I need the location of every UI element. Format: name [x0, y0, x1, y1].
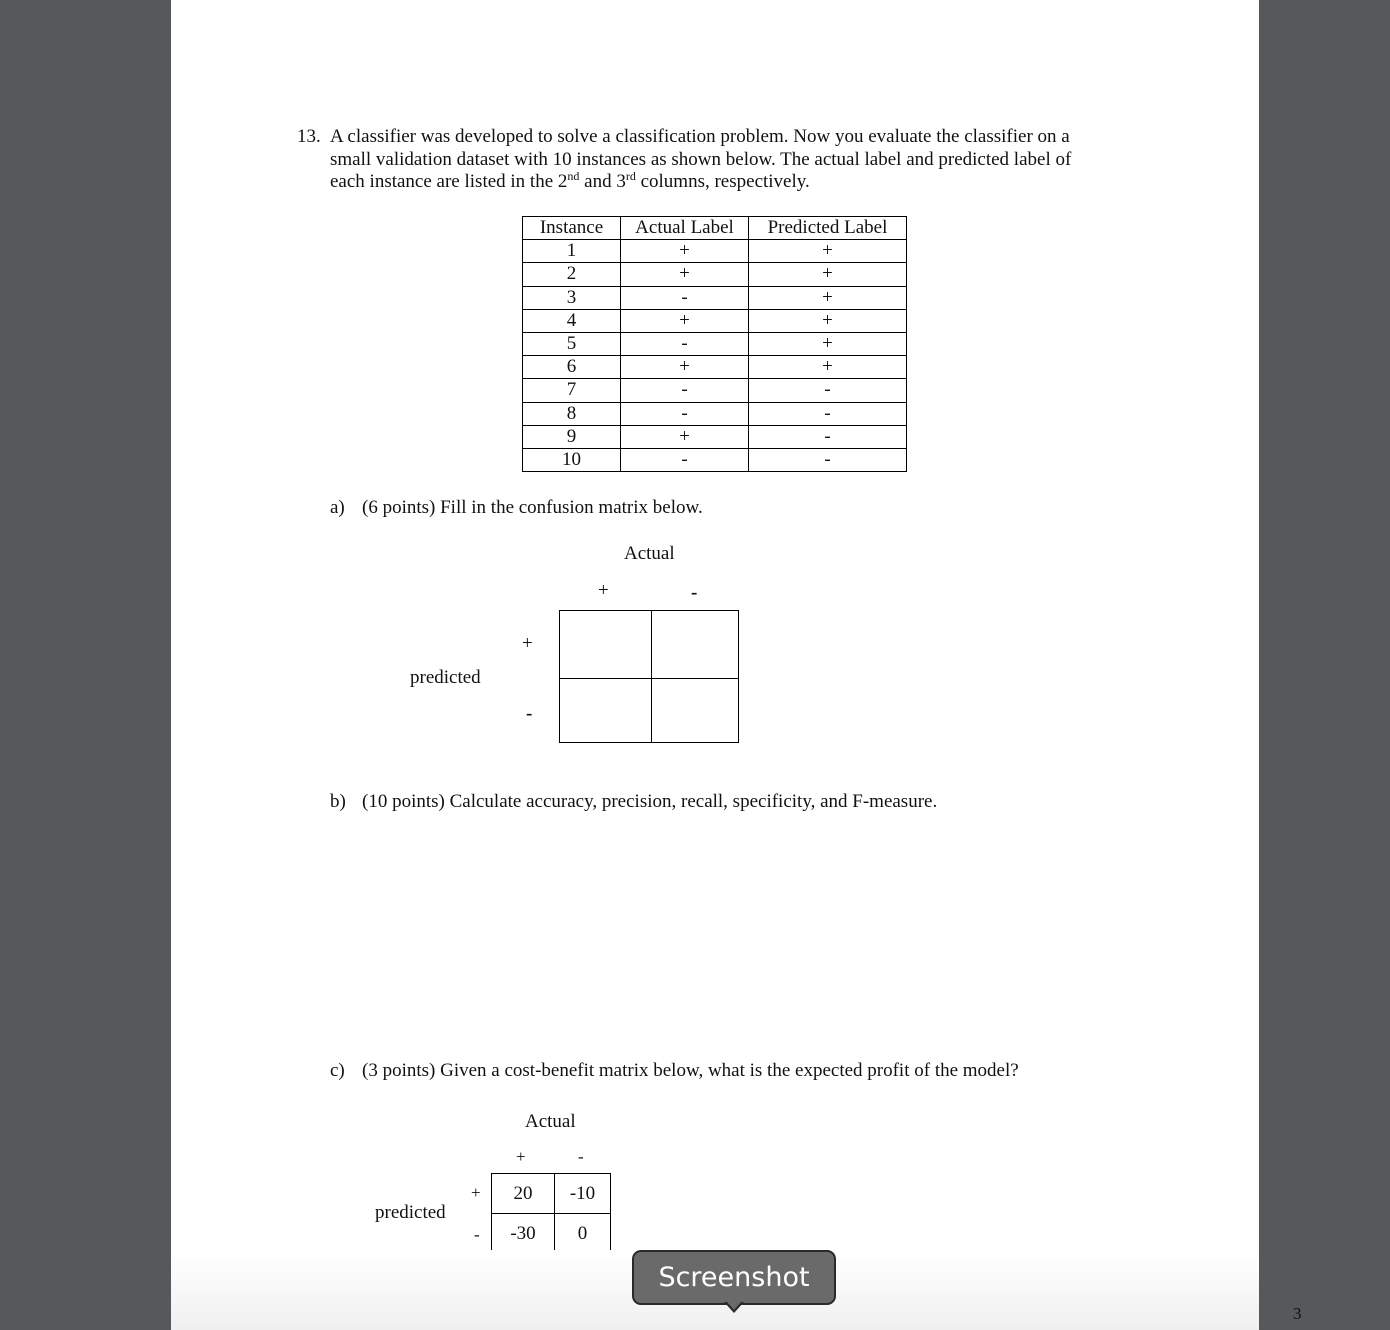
table-cell: -	[749, 425, 907, 448]
table-cell: 3	[523, 286, 621, 309]
question-text	[330, 126, 1130, 194]
table-row	[523, 402, 907, 425]
table-cell: -	[621, 332, 749, 355]
question-line-1: A classifier was developed to solve a classification problem. Now you evaluate the classifier on a	[330, 126, 1070, 147]
part-a-text: (6 points) Fill in the confusion matrix below.	[362, 497, 703, 518]
table-cell: -	[621, 286, 749, 309]
confusion-col-minus: -	[691, 582, 698, 603]
cost-col-plus: +	[516, 1147, 526, 1166]
part-c	[330, 1060, 1019, 1082]
confusion-predicted-label: predicted	[410, 667, 481, 688]
table-row	[523, 332, 907, 355]
screenshot-button[interactable]: Screenshot	[632, 1250, 836, 1305]
part-a-label: a)	[330, 497, 345, 518]
document-page	[171, 0, 1302, 1330]
table-cell: 9	[523, 425, 621, 448]
question-line-3: each instance are listed in the 2nd and 3rd columns, respectively.	[330, 169, 810, 192]
table-header-row	[523, 217, 907, 240]
table-cell: 10	[523, 448, 621, 471]
table-cell: 8	[523, 402, 621, 425]
table-cell: +	[749, 240, 907, 263]
confusion-row-minus: -	[526, 703, 533, 724]
table-cell: 5	[523, 332, 621, 355]
page-number: 3	[1293, 1304, 1302, 1323]
part-a	[330, 497, 703, 519]
table-row	[523, 425, 907, 448]
table-row	[523, 356, 907, 379]
table-cell: 6	[523, 356, 621, 379]
tooltip-pointer-fill	[727, 1302, 741, 1310]
question-number: 13.	[297, 126, 321, 147]
table-row	[523, 309, 907, 332]
table-cell: -	[749, 379, 907, 402]
cost-cell: 0	[555, 1214, 611, 1254]
table-cell: 4	[523, 309, 621, 332]
table-cell: -	[621, 402, 749, 425]
table-row	[492, 1214, 611, 1254]
table-row	[492, 1174, 611, 1214]
cost-col-minus: -	[578, 1147, 584, 1166]
part-c-label: c)	[330, 1060, 345, 1081]
question-line-2: small validation dataset with 10 instances as shown below. The actual label and predicted label of	[330, 148, 1072, 170]
table-cell: +	[749, 263, 907, 286]
part-c-text: (3 points) Given a cost-benefit matrix below, what is the expected profit of the model?	[362, 1060, 1019, 1081]
table-row	[523, 240, 907, 263]
part-b-text: (10 points) Calculate accuracy, precision, recall, specificity, and F-measure.	[362, 791, 938, 812]
table-cell: -	[749, 402, 907, 425]
header-actual-label: Actual Label	[621, 217, 749, 240]
header-instance: Instance	[523, 217, 621, 240]
cost-predicted-label: predicted	[375, 1202, 446, 1223]
table-row	[523, 448, 907, 471]
table-cell: 7	[523, 379, 621, 402]
table-cell: -	[621, 379, 749, 402]
cost-row-minus: -	[474, 1225, 480, 1244]
table-cell: -	[749, 448, 907, 471]
part-b-label: b)	[330, 791, 346, 812]
table-row	[523, 263, 907, 286]
confusion-col-plus: +	[598, 580, 609, 601]
confusion-actual-label: Actual	[624, 543, 675, 564]
table-cell: -	[621, 448, 749, 471]
cost-row-plus: +	[471, 1183, 481, 1202]
table-cell: +	[749, 356, 907, 379]
table-cell: +	[749, 286, 907, 309]
table-cell: +	[621, 240, 749, 263]
instances-table	[522, 216, 907, 472]
table-cell: +	[621, 263, 749, 286]
table-cell: +	[749, 309, 907, 332]
cost-cell: 20	[492, 1174, 555, 1214]
confusion-row-plus: +	[522, 633, 533, 654]
grid-divider	[651, 611, 652, 742]
confusion-matrix-grid	[559, 610, 739, 743]
cost-benefit-matrix	[491, 1173, 611, 1254]
cost-cell: -10	[555, 1174, 611, 1214]
table-row	[523, 379, 907, 402]
grid-divider	[560, 678, 738, 679]
table-cell: +	[749, 332, 907, 355]
table-cell: +	[621, 309, 749, 332]
table-row	[523, 286, 907, 309]
table-cell: +	[621, 425, 749, 448]
table-cell: 1	[523, 240, 621, 263]
part-b	[330, 791, 937, 813]
cost-cell: -30	[492, 1214, 555, 1254]
table-cell: 2	[523, 263, 621, 286]
cost-actual-label: Actual	[525, 1111, 576, 1132]
table-cell: +	[621, 356, 749, 379]
header-predicted-label: Predicted Label	[749, 217, 907, 240]
